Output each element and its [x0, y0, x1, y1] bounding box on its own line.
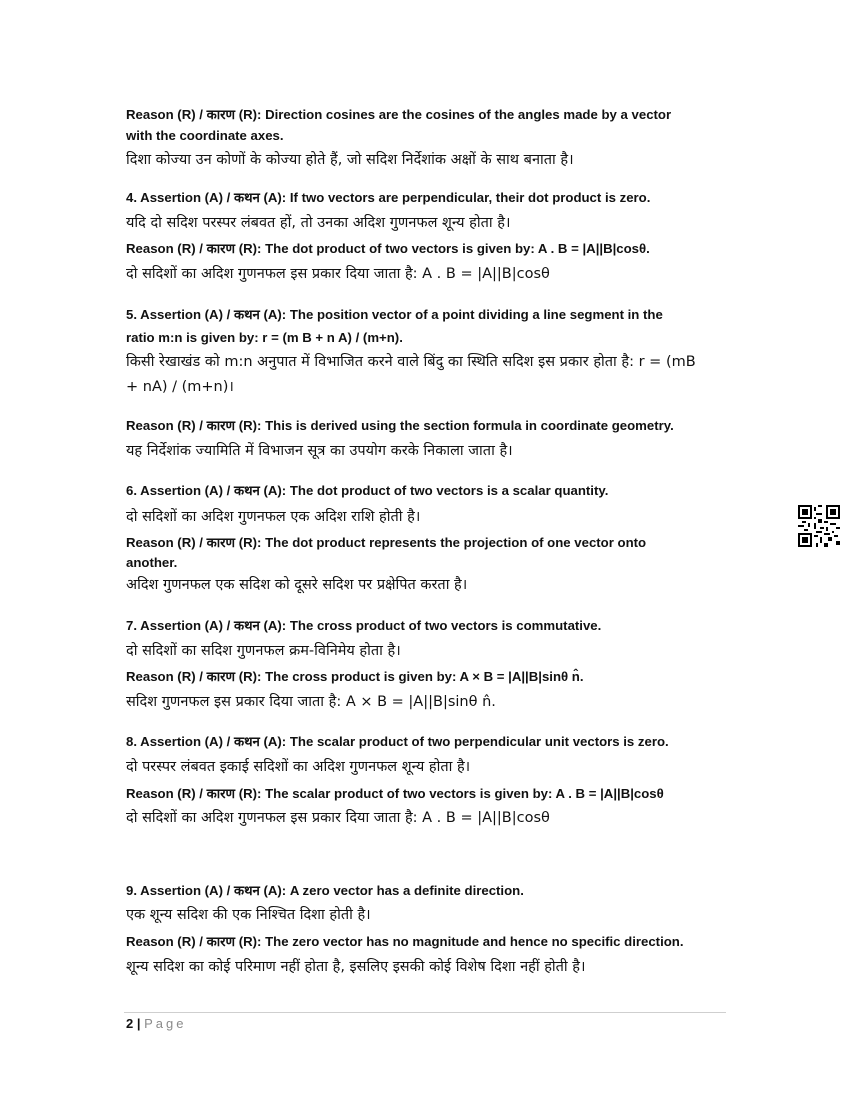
- text-line-a4-en: 4. Assertion (A) / कथन (A): If two vectors are perpendicular, their dot product is zero.: [126, 190, 651, 205]
- text-line-a5-en-2: ratio m:n is given by: r = (m B + n A) / (m+n).: [126, 330, 403, 345]
- text-line-a9-hi: एक शून्य सदिश की एक निश्चित दिशा होती है।: [126, 907, 371, 923]
- footer-separator: |: [136, 1016, 141, 1031]
- text-line-r7-hi: सदिश गुणनफल इस प्रकार दिया जाता है: A × B = |A||B|sinθ n̂.: [126, 694, 496, 710]
- text-line-a4-hi: यदि दो सदिश परस्पर लंबवत हों, तो उनका अदिश गुणनफल शून्य होता है।: [126, 215, 511, 231]
- text-line-r6-en-1: Reason (R) / कारण (R): The dot product represents the projection of one vector onto: [126, 535, 647, 550]
- text-line-r4-hi: दो सदिशों का अदिश गुणनफल इस प्रकार दिया जाता है: A . B = |A||B|cosθ: [126, 266, 550, 282]
- page-number: 2: [126, 1016, 134, 1031]
- text-line-r3-en-2: with the coordinate axes.: [126, 128, 284, 143]
- text-line-r4-en: Reason (R) / कारण (R): The dot product of two vectors is given by: A . B = |A||B|cosθ.: [126, 241, 650, 256]
- text-line-a8-en: 8. Assertion (A) / कथन (A): The scalar product of two perpendicular unit vectors is zero.: [126, 734, 669, 749]
- page-label: Page: [144, 1016, 187, 1031]
- text-line-a5-hi-2: + nA) / (m+n)।: [126, 379, 234, 395]
- text-line-a6-hi: दो सदिशों का अदिश गुणनफल एक अदिश राशि होती है।: [126, 509, 421, 525]
- text-line-r6-hi: अदिश गुणनफल एक सदिश को दूसरे सदिश पर प्रक्षेपित करता है।: [126, 577, 468, 593]
- text-line-a6-en: 6. Assertion (A) / कथन (A): The dot product of two vectors is a scalar quantity.: [126, 483, 609, 498]
- text-line-r9-hi: शून्य सदिश का कोई परिमाण नहीं होता है, इसलिए इसकी कोई विशेष दिशा नहीं होती है।: [126, 959, 586, 975]
- text-line-r5-hi: यह निर्देशांक ज्यामिति में विभाजन सूत्र का उपयोग करके निकाला जाता है।: [126, 443, 513, 459]
- text-line-r5-en: Reason (R) / कारण (R): This is derived using the section formula in coordinate geometry.: [126, 418, 674, 433]
- text-line-r8-en: Reason (R) / कारण (R): The scalar product of two vectors is given by: A . B = |A||B|cosθ: [126, 786, 664, 801]
- text-line-r6-en-2: another.: [126, 555, 178, 570]
- text-line-r8-hi: दो सदिशों का अदिश गुणनफल इस प्रकार दिया जाता है: A . B = |A||B|cosθ: [126, 810, 550, 826]
- text-line-r3-en-1: Reason (R) / कारण (R): Direction cosines are the cosines of the angles made by a vector: [126, 107, 672, 122]
- footer-divider: [124, 1012, 726, 1013]
- text-line-a7-hi: दो सदिशों का सदिश गुणनफल क्रम-विनिमेय होता है।: [126, 643, 401, 659]
- text-line-r3-hi: दिशा कोज्या उन कोणों के कोज्या होते हैं, जो सदिश निर्देशांक अक्षों के साथ बनाता है।: [126, 152, 574, 168]
- page-footer: [126, 1016, 187, 1031]
- text-line-a5-hi-1: किसी रेखाखंड को m:n अनुपात में विभाजित करने वाले बिंदु का स्थिति सदिश इस प्रकार होता है: r = (mB: [126, 354, 696, 370]
- text-line-r7-en: Reason (R) / कारण (R): The cross product is given by: A × B = |A||B|sinθ n̂.: [126, 669, 584, 684]
- text-line-a8-hi: दो परस्पर लंबवत इकाई सदिशों का अदिश गुणनफल शून्य होता है।: [126, 759, 471, 775]
- text-line-a9-en: 9. Assertion (A) / कथन (A): A zero vector has a definite direction.: [126, 883, 524, 898]
- text-line-a7-en: 7. Assertion (A) / कथन (A): The cross product of two vectors is commutative.: [126, 618, 602, 633]
- text-line-r9-en: Reason (R) / कारण (R): The zero vector has no magnitude and hence no specific direction.: [126, 934, 684, 949]
- qr-code-icon: [798, 505, 840, 547]
- text-line-a5-en-1: 5. Assertion (A) / कथन (A): The position vector of a point dividing a line segment in the: [126, 307, 663, 322]
